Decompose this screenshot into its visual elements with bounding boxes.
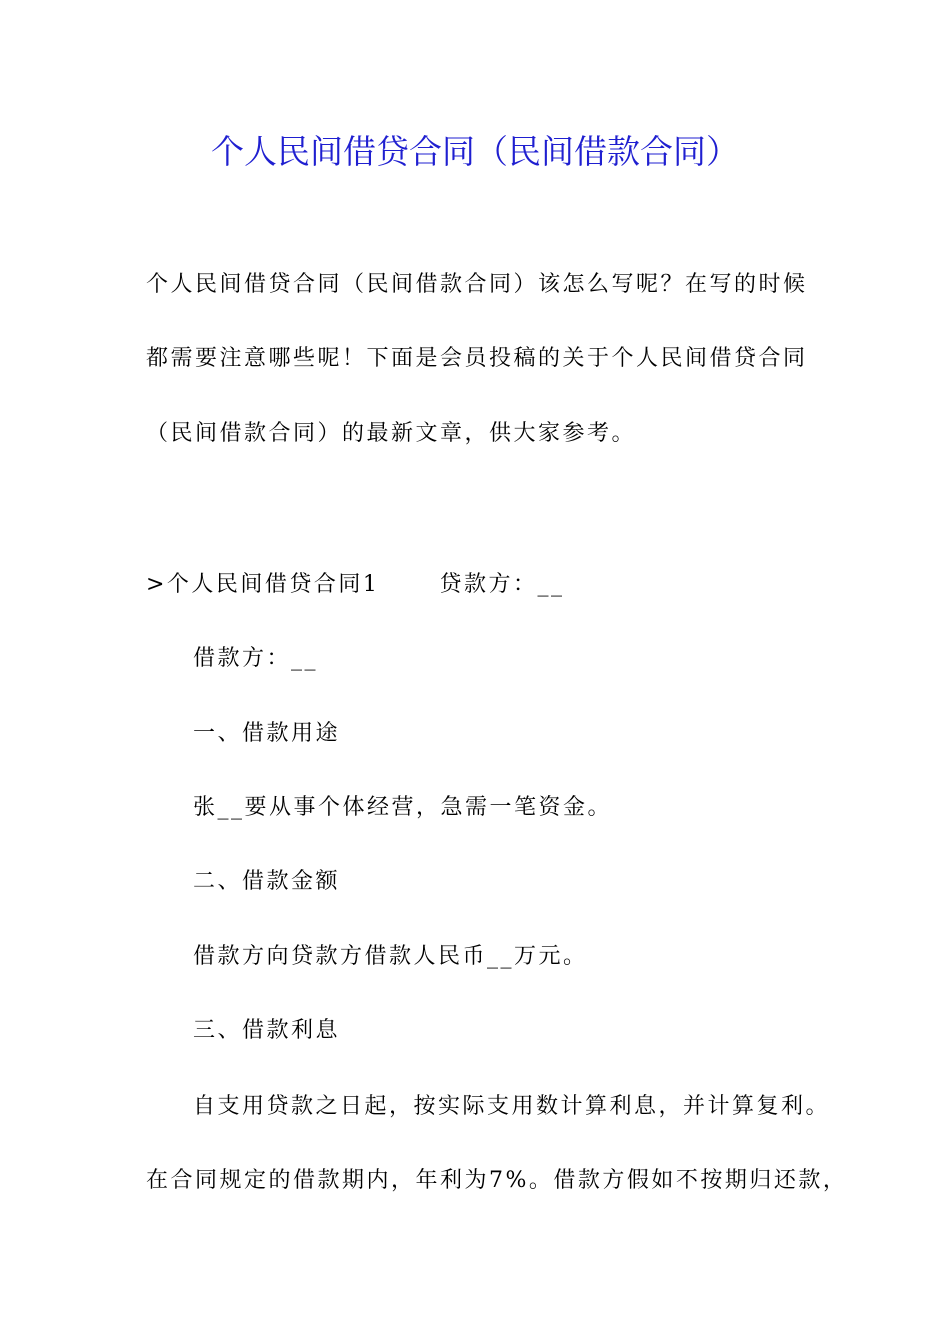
section-body-interest: 自支用贷款之日起，按实际支用数计算利息，并计算复利。 [193, 1094, 831, 1119]
intro-line-3: （民间借款合同）的最新文章，供大家参考。 [146, 421, 637, 446]
section-heading-interest: 三、借款利息 [193, 1018, 341, 1043]
section-body-purpose: 张__要从事个体经营，急需一笔资金。 [193, 795, 613, 820]
section-heading-amount: 二、借款金额 [193, 869, 341, 894]
document-title: 个人民间借贷合同（民间借款合同） [211, 132, 739, 171]
section-heading-purpose: 一、借款用途 [193, 721, 341, 746]
contract-heading-row [146, 568, 564, 602]
intro-line-2: 都需要注意哪些呢！下面是会员投稿的关于个人民间借贷合同 [146, 346, 808, 371]
continuation-line: 在合同规定的借款期内，年利为7%。借款方假如不按期归还款， [146, 1168, 848, 1193]
lender-label: 贷款方：__ [439, 572, 565, 597]
borrower-label: 借款方：__ [193, 646, 319, 671]
contract-heading: >个人民间借贷合同1 [146, 572, 380, 597]
intro-line-1: 个人民间借贷合同（民间借款合同）该怎么写呢？在写的时候 [146, 272, 808, 297]
section-body-amount: 借款方向贷款方借款人民币__万元。 [193, 944, 588, 969]
